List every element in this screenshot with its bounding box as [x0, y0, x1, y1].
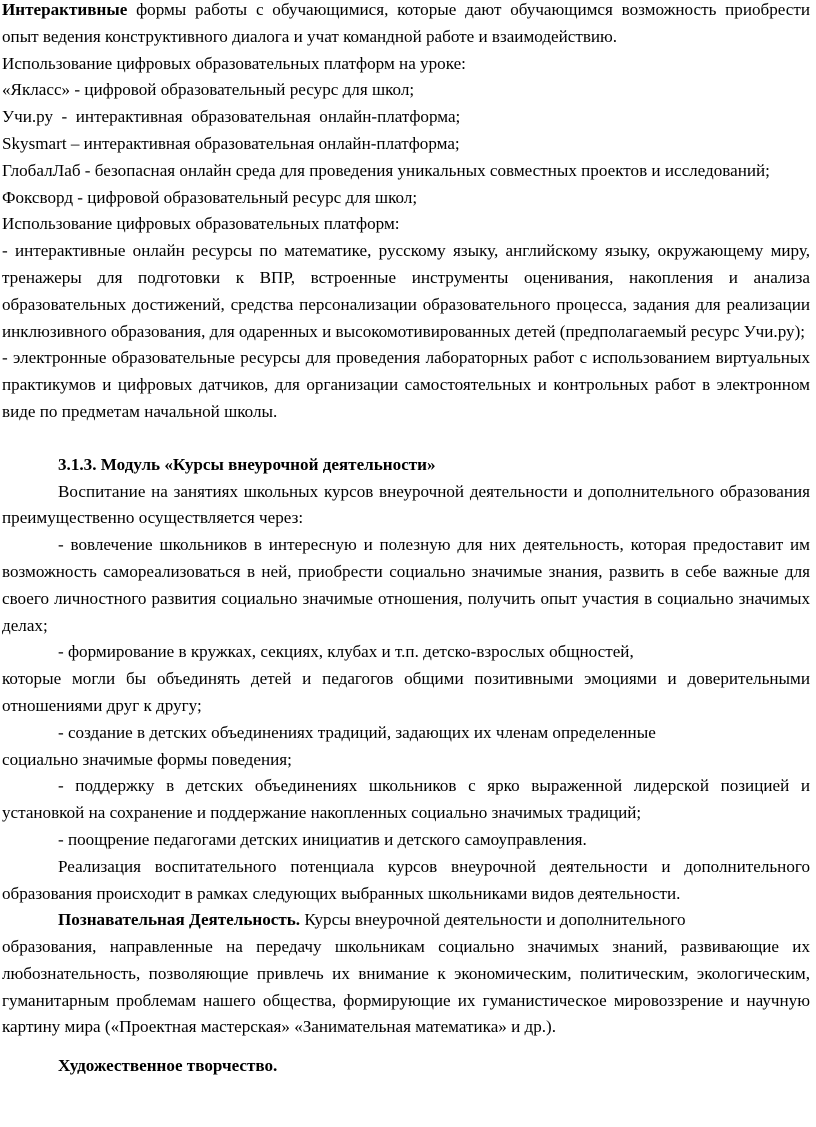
module-item-traditions-line1: - создание в детских объединениях традиций, задающих их членам определенные: [58, 722, 656, 742]
platform-item-yaklass: «Якласс» - цифровой образовательный ресурс для школ;: [2, 80, 415, 100]
module-item-encouragement: - поощрение педагогами детских инициатив и детского самоуправления.: [58, 829, 587, 849]
module-item-leadership: - поддержку в детских объединениях школьников с ярко выраженной лидерской позицией и установкой на сохранение и поддержание накопленных социально значимых традиций;: [2, 776, 810, 823]
platforms-use-item-electronic: - электронные образовательные ресурсы для проведения лабораторных работ с использованием виртуальных практикумов и цифровых датчиков, для организации самостоятельных и контрольных работ в электронном виде по предметам начальной школы.: [2, 348, 810, 421]
cognitive-activity-text: Курсы внеурочной деятельности и дополнительного: [300, 910, 686, 930]
module-intro: Воспитание на занятиях школьных курсов внеурочной деятельности и дополнительного образования преимущественно осуществляется через:: [2, 481, 810, 528]
section-gap-small: [2, 1041, 810, 1053]
module-item-formation-rest: которые могли бы объединять детей и педагогов общими позитивными эмоциями и доверительными отношениями друг к другу;: [2, 669, 810, 715]
module-item-involvement: - вовлечение школьников в интересную и полезную для них деятельность, которая предоставит им возможность самореализоваться в ней, приобрести социально значимые знания, развить в себе важные для своего личностного развития социально значимые отношения, получить опыт участия в социально значимых делах;: [2, 535, 810, 635]
module-heading: 3.1.3. Модуль «Курсы внеурочной деятельности»: [58, 454, 436, 474]
intro-bold-term: Интерактивные: [2, 0, 128, 19]
art-heading: Художественное творчество.: [58, 1056, 278, 1076]
platform-item-uchiru: Учи.ру - интерактивная образовательная онлайн-платформа;: [2, 107, 461, 127]
cognitive-activity-bold: Познавательная Деятельность.: [58, 910, 301, 930]
cognitive-activity-rest: образования, направленные на передачу школьникам социально значимых знаний, развивающие их любознательность, позволяющие привлечь их внимание к экономическим, политическим, экологическим, гуманитарным проблемам нашего общества, формирующие их гуманистическое мировоззрение и научную картину мира («Проектная мастерская» «Занимательная математика» и др.).: [2, 937, 810, 1037]
platform-item-skysmart: Skysmart – интерактивная образовательная онлайн-платформа;: [2, 133, 460, 153]
module-item-formation-line1: - формирование в кружках, секциях, клубах и т.п. детско-взрослых общностей,: [58, 642, 634, 662]
cognitive-activity-line1: [2, 907, 810, 934]
section-gap: [2, 426, 810, 452]
platforms-lesson-title: Использование цифровых образовательных платформ на уроке:: [2, 53, 466, 73]
platforms-use-title: Использование цифровых образовательных платформ:: [2, 214, 400, 234]
module-item-traditions-rest: социально значимые формы поведения;: [2, 749, 292, 769]
platform-item-globallab: ГлобалЛаб - безопасная онлайн среда для проведения уникальных совместных проектов и исследований;: [2, 160, 770, 180]
intro-text: формы работы с обучающимися, которые дают обучающимся возможность приобрести опыт ведения конструктивного диалога и учат командной работе и взаимодействию.: [2, 0, 810, 46]
module-realization: Реализация воспитательного потенциала курсов внеурочной деятельности и дополнительного образования происходит в рамках следующих выбранных школьниками видов деятельности.: [2, 856, 810, 903]
intro-paragraph: [2, 0, 810, 51]
platform-item-foxford: Фоксворд - цифровой образовательный ресурс для школ;: [2, 187, 418, 207]
platforms-use-item-interactive: - интерактивные онлайн ресурсы по математике, русскому языку, английскому языку, окружающему миру, тренажеры для подготовки к ВПР, встроенные инструменты оценивания, накопления и анализа образовательных достижений, средства персонализации образовательного процесса, задания для реализации инклюзивного образования, для одаренных и высокомотивированных детей (предполагаемый ресурс Учи.ру);: [2, 241, 810, 341]
